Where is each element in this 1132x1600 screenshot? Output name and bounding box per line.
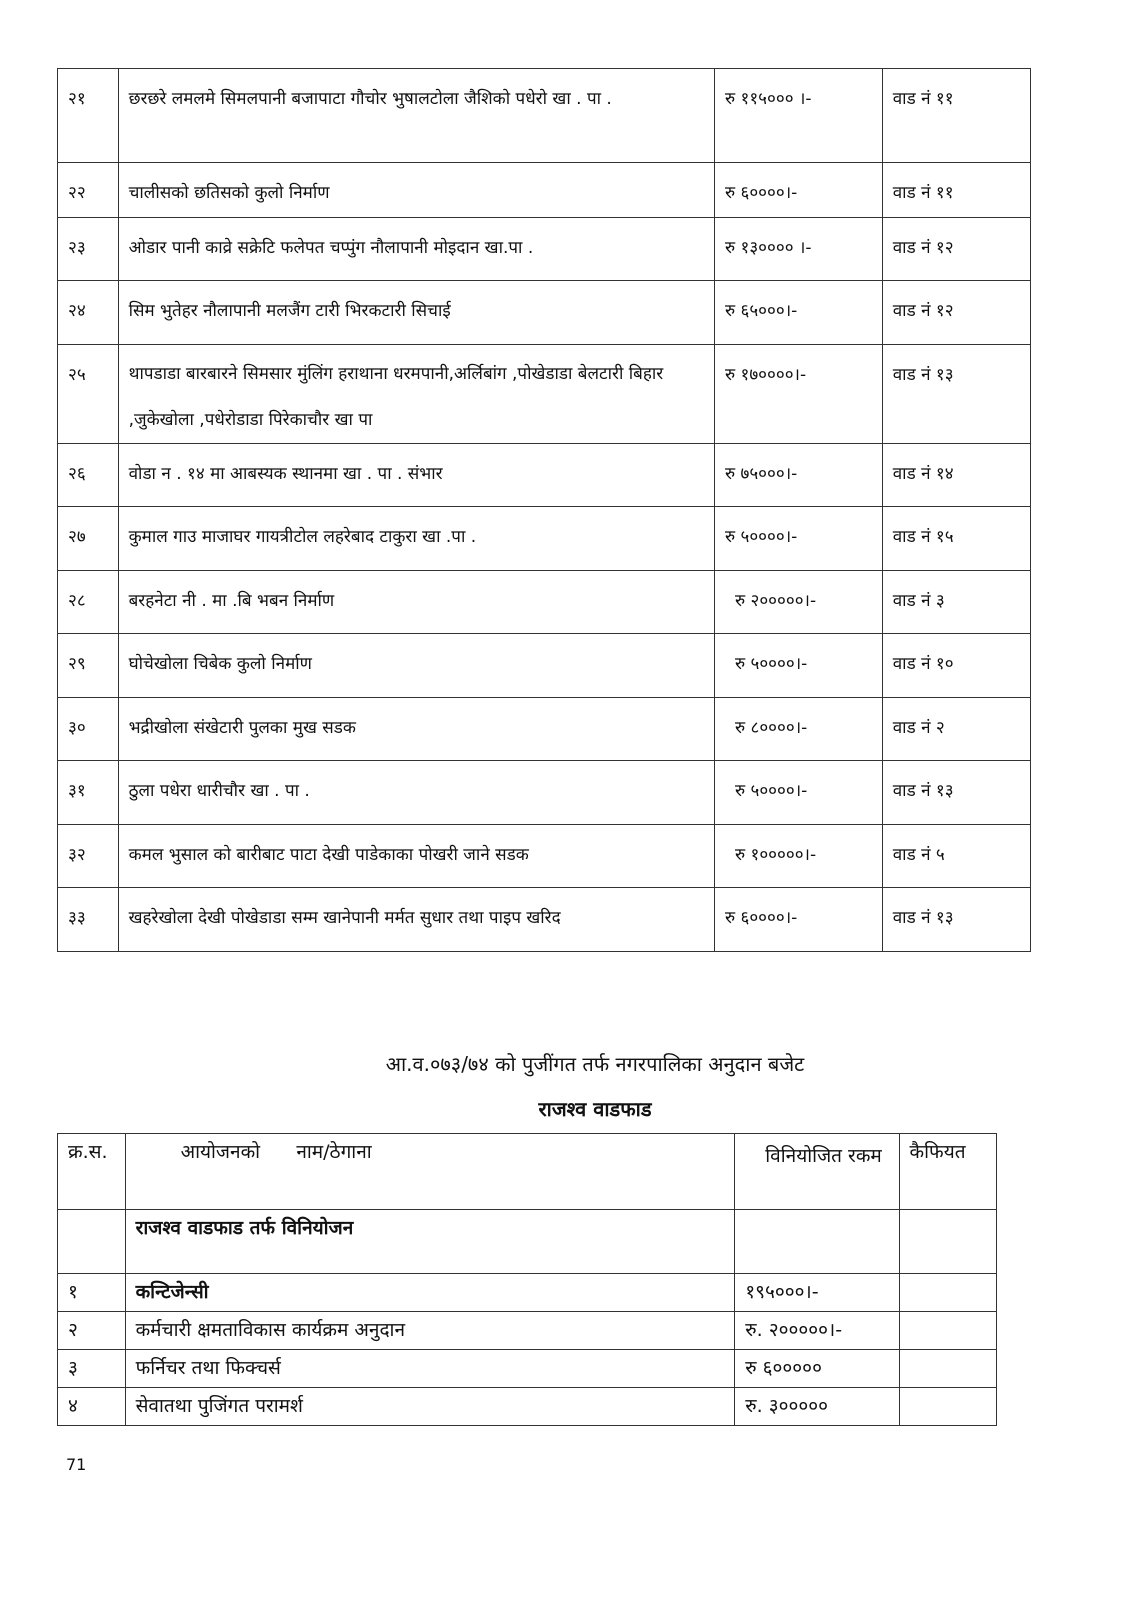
table-row <box>58 218 1031 281</box>
amount: रु ५००००।- <box>714 634 882 698</box>
row-serial: २९ <box>58 634 119 698</box>
section-subheading: राजश्व वाडफाड <box>538 1097 652 1121</box>
project-name: खहरेखोला देखी पोखेडाडा सम्म खानेपानी मर्मत सुधार तथा पाइप खरिद <box>118 888 714 952</box>
table-row <box>58 163 1031 218</box>
amount: रु ६५०००।- <box>714 281 882 345</box>
row-serial: ३१ <box>58 761 119 825</box>
page-number: 71 <box>66 1455 87 1474</box>
ward-number: वाड नं ११ <box>882 69 1030 163</box>
row-serial: ३ <box>58 1350 126 1388</box>
amount: रु ५००००।- <box>714 761 882 825</box>
table-row <box>58 69 1031 163</box>
table-row <box>58 345 1031 444</box>
amount: रु ७५०००।- <box>714 444 882 507</box>
amount: रु ५००००।- <box>714 507 882 571</box>
amount: रु ६००००।- <box>714 888 882 952</box>
table-row <box>58 1312 997 1350</box>
header-serial: क्र.स. <box>58 1134 126 1210</box>
table-row <box>58 698 1031 761</box>
project-name: फर्निचर तथा फिक्चर्स <box>125 1350 735 1388</box>
remarks <box>899 1312 996 1350</box>
header-amount: विनियोजित रकम <box>735 1134 899 1210</box>
ward-number: वाड नं १५ <box>882 507 1030 571</box>
ward-number: वाड नं १३ <box>882 345 1030 444</box>
table-header-row <box>58 1134 997 1210</box>
empty-cell <box>899 1210 996 1274</box>
amount: रु. २०००००।- <box>735 1312 899 1350</box>
section-row <box>58 1210 997 1274</box>
amount: रु २०००००।- <box>714 571 882 634</box>
table-row <box>58 825 1031 888</box>
project-name: चालीसको छतिसको कुलो निर्माण <box>118 163 714 218</box>
table-row <box>58 507 1031 571</box>
ward-number: वाड नं ५ <box>882 825 1030 888</box>
project-name: कन्टिजेन्सी <box>125 1274 735 1312</box>
project-name: सेवातथा पुजिंगत परामर्श <box>125 1388 735 1426</box>
ward-number: वाड नं १३ <box>882 888 1030 952</box>
table-row <box>58 761 1031 825</box>
table-row <box>58 1350 997 1388</box>
amount: रु. ३००००० <box>735 1388 899 1426</box>
row-serial: ३२ <box>58 825 119 888</box>
row-serial: २८ <box>58 571 119 634</box>
amount: रु १७००००।- <box>714 345 882 444</box>
row-serial: ३० <box>58 698 119 761</box>
table-row <box>58 888 1031 952</box>
row-serial: २२ <box>58 163 119 218</box>
ward-number: वाड नं १२ <box>882 281 1030 345</box>
project-name: सिम भुतेहर नौलापानी मलजैंग टारी भिरकटारी सिचाई <box>118 281 714 345</box>
ward-budget-table <box>57 68 1031 952</box>
table-row <box>58 571 1031 634</box>
row-serial: २ <box>58 1312 126 1350</box>
project-name: कुमाल गाउ माजाघर गायत्रीटोल लहरेबाद टाकुरा खा .पा . <box>118 507 714 571</box>
project-name: कमल भुसाल को बारीबाट पाटा देखी पाडेकाका पोखरी जाने सडक <box>118 825 714 888</box>
table-row <box>58 634 1031 698</box>
amount: रु १३०००० ।- <box>714 218 882 281</box>
ward-number: वाड नं १२ <box>882 218 1030 281</box>
ward-number: वाड नं ३ <box>882 571 1030 634</box>
project-name: ओडार पानी काव्रे सक्रेटि फलेपत चप्पुंग नौलापानी मोइदान खा.पा . <box>118 218 714 281</box>
ward-number: वाड नं १४ <box>882 444 1030 507</box>
remarks <box>899 1388 996 1426</box>
remarks <box>899 1350 996 1388</box>
table-row <box>58 281 1031 345</box>
project-name: थापडाडा बारबारने सिमसार मुंलिंग हराथाना धरमपानी,अर्लिबांग ,पोखेडाडा बेलटारी बिहार ,जुकेखोला ,पधेरोडाडा पिरेकाचौर खा पा <box>118 345 714 444</box>
section-heading: आ.व.०७३/७४ को पुजींगत तर्फ नगरपालिका अनुदान बजेट <box>385 1052 805 1076</box>
row-serial: २३ <box>58 218 119 281</box>
project-name: ठुला पधेरा धारीचौर खा . पा . <box>118 761 714 825</box>
amount: रु ११५००० ।- <box>714 69 882 163</box>
row-serial: २१ <box>58 69 119 163</box>
project-name: बरहनेटा नी . मा .बि भबन निर्माण <box>118 571 714 634</box>
section-label: राजश्व वाडफाड तर्फ विनियोजन <box>125 1210 735 1274</box>
row-serial: २७ <box>58 507 119 571</box>
table-row <box>58 1274 997 1312</box>
project-name: भद्रीखोला संखेटारी पुलका मुख सडक <box>118 698 714 761</box>
project-name: छरछरे लमलमे सिमलपानी बजापाटा गौचोर भुषालटोला जैशिको पधेरो खा . पा . <box>118 69 714 163</box>
row-serial: २६ <box>58 444 119 507</box>
project-name: घोचेखोला चिबेक कुलो निर्माण <box>118 634 714 698</box>
table-row <box>58 1388 997 1426</box>
ward-number: वाड नं १० <box>882 634 1030 698</box>
amount: रु १०००००।- <box>714 825 882 888</box>
row-serial: १ <box>58 1274 126 1312</box>
header-remarks: कैफियत <box>899 1134 996 1210</box>
amount: रु ६००००० <box>735 1350 899 1388</box>
ward-number: वाड नं २ <box>882 698 1030 761</box>
project-name: कर्मचारी क्षमताविकास कार्यक्रम अनुदान <box>125 1312 735 1350</box>
amount: १९५०००।- <box>735 1274 899 1312</box>
project-name: वोडा न . १४ मा आबस्यक स्थानमा खा . पा . संभार <box>118 444 714 507</box>
amount: रु ६००००।- <box>714 163 882 218</box>
header-project-name: आयोजनको नाम/ठेगाना <box>125 1134 735 1210</box>
empty-cell <box>735 1210 899 1274</box>
ward-number: वाड नं १३ <box>882 761 1030 825</box>
revenue-allocation-table <box>57 1133 997 1426</box>
amount: रु ८००००।- <box>714 698 882 761</box>
row-serial: २५ <box>58 345 119 444</box>
table-row <box>58 444 1031 507</box>
remarks <box>899 1274 996 1312</box>
row-serial: २४ <box>58 281 119 345</box>
row-serial: ४ <box>58 1388 126 1426</box>
empty-cell <box>58 1210 126 1274</box>
row-serial: ३३ <box>58 888 119 952</box>
ward-number: वाड नं ११ <box>882 163 1030 218</box>
